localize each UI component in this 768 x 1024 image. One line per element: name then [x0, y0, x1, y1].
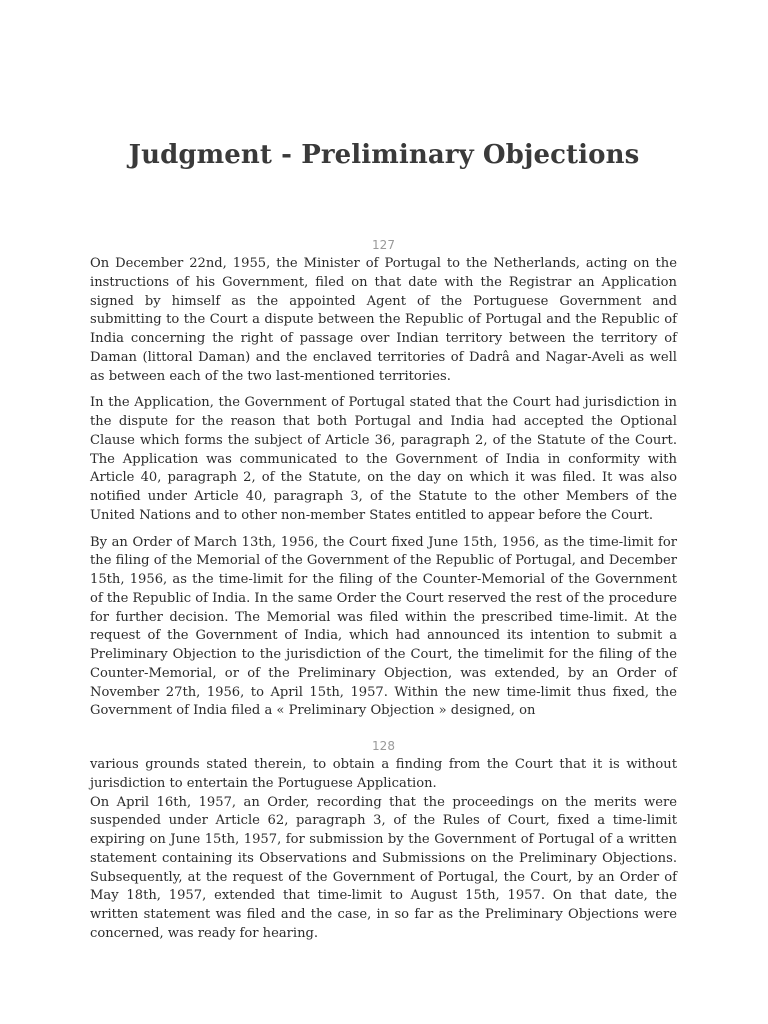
paragraph: In the Application, the Government of Portugal stated that the Court had jurisdiction in the dispute for the reason that both Portugal and India had accepted the Optional Clause which forms the subject of Article 36, paragraph 2, of the Statute of the Court. The Application was communicated to the Government of India in conformity with Article 40, paragraph 2, of the Statute, on the day on which it was filed. It was also notified under Article 40, paragraph 3, of the Statute to the other Members of the United Nations and to other non-member States entitled to appear before the Court.: [90, 395, 677, 523]
page-marker: 128: [372, 739, 395, 753]
page-marker: 127: [372, 238, 395, 252]
paragraph: On April 16th, 1957, an Order, recording that the proceedings on the merits were suspended under Article 62, paragraph 3, of the Rules of Court, fixed a time-limit expiring on June 15th, 1957, for submission by the Government of Portugal of a written statement containing its Observations and Submissions on the Preliminary Objections. Subsequently, at the request of the Government of Portugal, the Court, by an Order of May 18th, 1957, extended that time-limit to August 15th, 1957. On that date, the written statement was filed and the case, in so far as the Preliminary Objections were concerned, was ready for hearing.: [90, 794, 677, 941]
paragraph: On December 22nd, 1955, the Minister of Portugal to the Netherlands, acting on the instructions of his Government, filed on that date with the Registrar an Application signed by himself as the appointed Agent of the Portuguese Government and submitting to the Court a dispute between the Republic of Portugal and the Republic of India concerning the right of passage over Indian territory between the territory of Daman (littoral Daman) and the enclaved territories of Dadrâ and Nagar-Aveli as well as between each of the two last-mentioned territories.: [90, 256, 677, 384]
page-title: Judgment - Preliminary Objections: [128, 140, 640, 170]
paragraph: By an Order of March 13th, 1956, the Court fixed June 15th, 1956, as the time-limit for the filing of the Memorial of the Government of the Republic of Portugal, and December 15th, 1956, as the time-limit for the filing of the Counter-Memorial of the Government of the Republic of India. In the same Order the Court reserved the rest of the procedure for further decision. The Memorial was filed within the prescribed time-limit. At the request of the Government of India, which had announced its intention to submit a Preliminary Objection to the jurisdiction of the Court, the timelimit for the filing of the Counter-Memorial, or of the Preliminary Objection, was extended, by an Order of November 27th, 1956, to April 15th, 1957. Within the new time-limit thus fixed, the Government of India filed a « Preliminary Objection » designed, on: [90, 534, 677, 719]
document-body: [90, 236, 677, 944]
paragraph: various grounds stated therein, to obtain a finding from the Court that it is without jurisdiction to entertain the Portuguese Application.: [90, 757, 677, 791]
